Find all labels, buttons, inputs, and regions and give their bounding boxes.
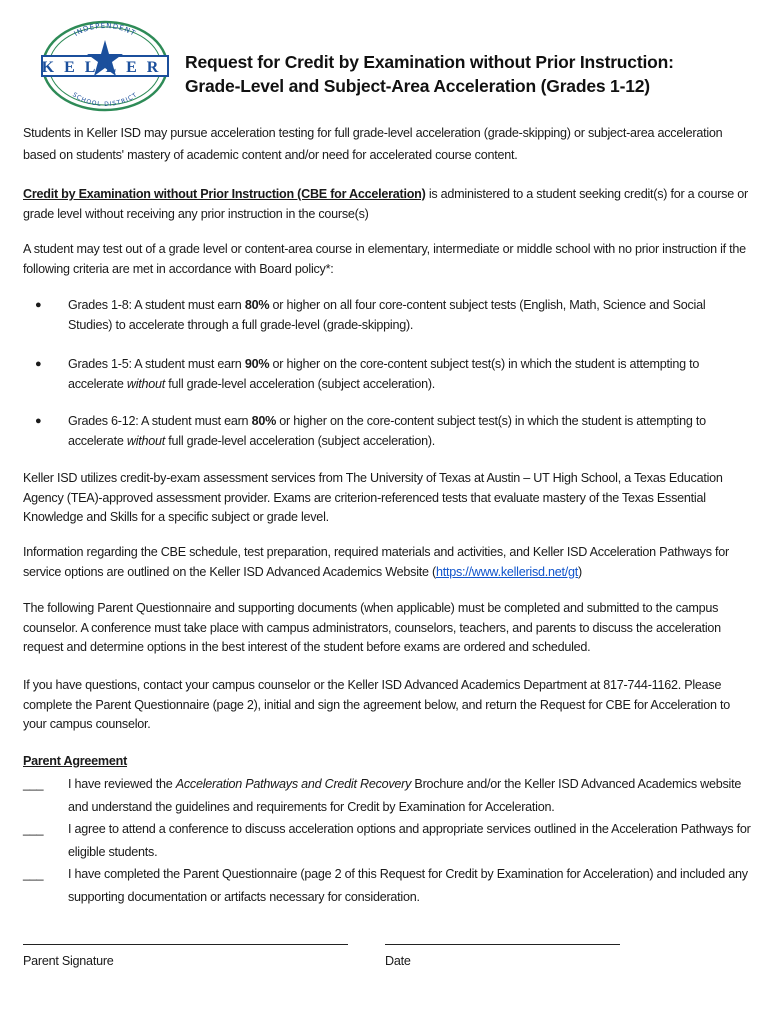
initial-blank[interactable]: ___ [23, 822, 44, 836]
bullet-icon: ● [35, 299, 42, 311]
logo-emblem [36, 16, 174, 112]
criteria-text: Grades 1-8: A student must earn [68, 298, 245, 312]
agreement-text: I agree to attend a conference to discuss acceleration options and appropriate services outlined in the Acceleration Pathways for eligible students. [68, 822, 751, 859]
brochure-title: Acceleration Pathways and Credit Recovery [175, 777, 412, 791]
criteria-emphasis: without [126, 376, 166, 391]
cbe-schedule-paragraph [23, 543, 751, 582]
agreement-item [23, 818, 751, 863]
bullet-icon: ● [35, 358, 42, 370]
date-label: Date [385, 954, 411, 968]
title-line-2: Grade-Level and Subject-Area Acceleration (Grades 1-12) [185, 76, 650, 96]
agreement-text: I have completed the Parent Questionnaire (page 2 of this Request for Credit by Examination for Acceleration) and included any supporting documentation or artifacts necessary for consideration. [68, 867, 748, 904]
parent-agreement-heading [23, 752, 751, 772]
criteria-text: or higher on the core-content subject test(s) in which the student is attempting to accelerate [68, 357, 700, 391]
bullet-icon: ● [35, 415, 42, 427]
criteria-item [23, 296, 751, 335]
initial-blank[interactable]: ___ [23, 867, 44, 881]
criteria-text: or higher on all four core-content subject tests (English, Math, Science and Social Studies) to accelerate through a full grade-level (grade-skipping). [68, 298, 706, 332]
criteria-percent: 80% [244, 298, 270, 312]
date-line[interactable] [385, 944, 620, 945]
criteria-text: Grades 1-5: A student must earn [68, 357, 245, 371]
criteria-item [23, 355, 751, 394]
logo-name: KELLER [41, 59, 169, 76]
agreement-item [23, 773, 751, 818]
intro-paragraph: Students in Keller ISD may pursue acceleration testing for full grade-level acceleration (grade-skipping) or subject-area acceleration based on students' mastery of academic content and/or need for accelerated course content. [23, 126, 723, 162]
criteria-percent: 90% [244, 357, 270, 371]
cbe-definition-text: is administered to a student seeking credit(s) for a course or grade level without receiving any prior instruction in the course(s) [23, 187, 748, 221]
ut-high-school-paragraph: Keller ISD utilizes credit-by-exam assessment services from The University of Texas at Austin – UT High School, a Texas Education Agency (TEA)-approved assessment provider. Exams are criterion-referenced tests that evaluate mastery of the Texas Essential Knowledge and Skills for a specific subject or grade level. [23, 471, 723, 524]
logo-arc-bottom: SCHOOL DISTRICT [71, 91, 139, 109]
criteria-item [23, 412, 751, 451]
keller-isd-logo [36, 16, 174, 112]
agreement-item [23, 863, 751, 908]
questionnaire-paragraph: The following Parent Questionnaire and supporting documents (when applicable) must be completed and submitted to the campus counselor. A conference must take place with campus administrators, counselors, teachers, and parents to discuss the acceleration request and determine options in the best interest of the student before exams are ordered and scheduled. [23, 601, 721, 654]
schedule-text-end: ) [578, 564, 582, 579]
parent-signature-label: Parent Signature [23, 954, 114, 968]
parent-signature-line[interactable] [23, 944, 348, 945]
title-line-1: Request for Credit by Examination without Prior Instruction: [185, 52, 674, 72]
agreement-text: Brochure and/or the Keller ISD Advanced Academics website and understand the guidelines and requirements for Credit by Examination for Acceleration. [68, 777, 742, 814]
logo-arc-top: INDEPENDENT [72, 21, 138, 38]
criteria-text: full grade-level acceleration (subject acceleration). [165, 433, 436, 448]
cbe-term: Credit by Examination without Prior Instruction (CBE for Acceleration) [23, 187, 426, 201]
agreement-heading-text: Parent Agreement [23, 754, 128, 768]
page-title [185, 50, 745, 98]
schedule-text: Information regarding the CBE schedule, test preparation, required materials and activities, and Keller ISD Acceleration Pathways for service options are outlined on the Keller ISD Advanced Academics Website ( [23, 545, 729, 579]
criteria-percent: 80% [251, 414, 277, 428]
criteria-intro-paragraph: A student may test out of a grade level or content-area course in elementary, intermediate or middle school with no prior instruction if the following criteria are met in accordance with Board policy*: [23, 242, 746, 276]
advanced-academics-link[interactable]: https://www.kellerisd.net/gt [435, 564, 579, 579]
cbe-definition-paragraph [23, 185, 751, 224]
agreement-text: I have reviewed the [68, 777, 176, 791]
criteria-text: full grade-level acceleration (subject acceleration). [165, 376, 436, 391]
criteria-text: Grades 6-12: A student must earn [68, 414, 252, 428]
contact-paragraph: If you have questions, contact your campus counselor or the Keller ISD Advanced Academics Department at 817-744-1162. Please complete the Parent Questionnaire (page 2), initial and sign the agreement below, and return the Request for CBE for Acceleration to your campus counselor. [23, 678, 730, 731]
criteria-emphasis: without [126, 433, 166, 448]
criteria-text: or higher on the core-content subject test(s) in which the student is attempting to accelerate [68, 414, 706, 448]
initial-blank[interactable]: ___ [23, 777, 44, 791]
